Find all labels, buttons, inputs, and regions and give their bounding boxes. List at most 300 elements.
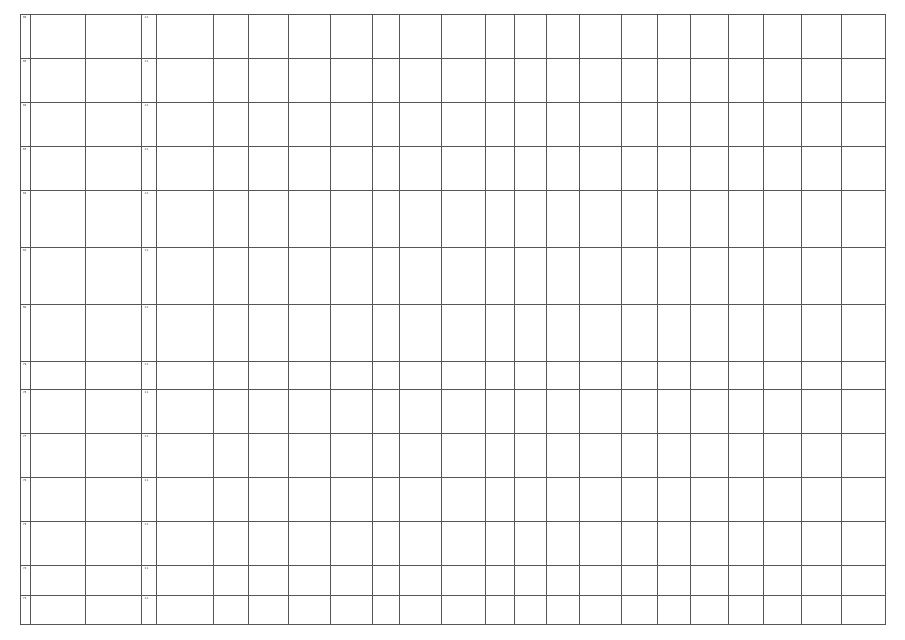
table-cell — [213, 565, 249, 596]
table-cell — [249, 477, 289, 521]
table-cell — [657, 565, 691, 596]
table-cell — [330, 305, 372, 362]
table-cell — [85, 305, 142, 362]
table-cell — [213, 58, 249, 102]
table-cell — [400, 565, 442, 596]
table-cell — [485, 190, 514, 247]
table-cell — [372, 477, 399, 521]
table-cell — [330, 477, 372, 521]
cell-text: 79 — [23, 363, 27, 367]
table-cell — [764, 433, 802, 477]
table-cell — [691, 596, 729, 625]
table-cell — [31, 565, 85, 596]
table-cell — [21, 146, 31, 190]
table-cell — [400, 247, 442, 304]
table-cell — [728, 58, 764, 102]
table-cell — [764, 521, 802, 565]
table-cell — [441, 521, 485, 565]
table-cell — [657, 362, 691, 390]
table-cell — [249, 15, 289, 59]
table-cell — [330, 102, 372, 146]
table-cell — [691, 58, 729, 102]
table-cell — [802, 58, 842, 102]
table-cell — [213, 102, 249, 146]
table-cell — [441, 433, 485, 477]
table-cell — [21, 389, 31, 433]
table-cell — [142, 190, 157, 247]
table-cell — [142, 521, 157, 565]
table-cell — [289, 433, 331, 477]
table-cell — [485, 521, 514, 565]
table-cell — [21, 521, 31, 565]
table-cell — [21, 58, 31, 102]
table-cell — [728, 305, 764, 362]
table-cell — [580, 362, 622, 390]
table-cell — [21, 433, 31, 477]
cell-text: 1:1 — [144, 597, 149, 601]
table-cell — [157, 190, 214, 247]
table-cell — [249, 102, 289, 146]
table-cell — [330, 389, 372, 433]
table-cell — [330, 596, 372, 625]
table-cell — [580, 190, 622, 247]
table-cell — [213, 190, 249, 247]
table-cell — [691, 15, 729, 59]
table-cell — [330, 247, 372, 304]
table-cell — [802, 102, 842, 146]
table-cell — [330, 15, 372, 59]
table-cell — [580, 146, 622, 190]
table-cell — [802, 146, 842, 190]
cell-text: 1:1 — [144, 16, 149, 19]
table-cell — [289, 58, 331, 102]
table-cell — [841, 146, 885, 190]
table-row — [21, 146, 886, 190]
table-cell — [289, 521, 331, 565]
table-cell — [31, 305, 85, 362]
table-cell — [142, 102, 157, 146]
table-cell — [580, 433, 622, 477]
table-cell — [580, 247, 622, 304]
table-cell — [289, 362, 331, 390]
table-cell — [691, 102, 729, 146]
table-cell — [400, 477, 442, 521]
table-cell — [841, 190, 885, 247]
table-cell — [330, 362, 372, 390]
table-cell — [85, 565, 142, 596]
document-page — [20, 14, 886, 625]
table-cell — [289, 596, 331, 625]
table-cell — [400, 190, 442, 247]
table-cell — [21, 15, 31, 59]
table-row — [21, 565, 886, 596]
table-row — [21, 190, 886, 247]
table-cell — [764, 596, 802, 625]
cell-text: 1:1 — [144, 434, 149, 438]
table-cell — [289, 15, 331, 59]
cell-text: 1:1 — [144, 248, 149, 252]
table-cell — [85, 102, 142, 146]
table-cell — [580, 596, 622, 625]
cell-text: 81 — [23, 248, 27, 252]
cell-text: 1:1 — [144, 522, 149, 526]
table-cell — [213, 15, 249, 59]
table-cell — [213, 247, 249, 304]
table-cell — [213, 433, 249, 477]
table-body — [21, 15, 886, 625]
table-cell — [728, 102, 764, 146]
cell-text: 73 — [23, 597, 27, 601]
table-cell — [289, 247, 331, 304]
table-cell — [330, 521, 372, 565]
table-cell — [841, 477, 885, 521]
table-cell — [157, 362, 214, 390]
table-cell — [485, 247, 514, 304]
table-cell — [728, 565, 764, 596]
table-cell — [372, 433, 399, 477]
table-cell — [841, 305, 885, 362]
cell-text: 1:1 — [144, 566, 149, 570]
table-cell — [580, 58, 622, 102]
table-cell — [85, 521, 142, 565]
table-cell — [621, 521, 657, 565]
table-cell — [441, 305, 485, 362]
cell-text: 84 — [23, 103, 27, 107]
table-cell — [441, 389, 485, 433]
table-cell — [441, 102, 485, 146]
table-cell — [841, 58, 885, 102]
table-cell — [621, 190, 657, 247]
cell-text: 80 — [23, 306, 27, 310]
table-cell — [85, 146, 142, 190]
table-cell — [657, 477, 691, 521]
table-cell — [31, 362, 85, 390]
table-row — [21, 389, 886, 433]
table-cell — [728, 389, 764, 433]
table-cell — [621, 247, 657, 304]
table-cell — [657, 596, 691, 625]
table-cell — [657, 146, 691, 190]
table-cell — [85, 190, 142, 247]
table-cell — [841, 362, 885, 390]
cell-text: 86 — [23, 16, 27, 19]
cell-text: 77 — [23, 434, 27, 438]
table-cell — [728, 362, 764, 390]
table-cell — [157, 521, 214, 565]
table-cell — [157, 477, 214, 521]
table-cell — [85, 477, 142, 521]
table-cell — [21, 305, 31, 362]
table-cell — [691, 190, 729, 247]
table-cell — [802, 433, 842, 477]
table-cell — [441, 15, 485, 59]
table-cell — [515, 521, 546, 565]
table-cell — [515, 15, 546, 59]
table-cell — [485, 305, 514, 362]
table-cell — [515, 565, 546, 596]
cell-text: 1:1 — [144, 103, 149, 107]
table-cell — [157, 565, 214, 596]
cell-text: 1:1 — [144, 363, 149, 367]
table-cell — [485, 102, 514, 146]
table-cell — [441, 477, 485, 521]
table-cell — [372, 247, 399, 304]
table-cell — [31, 477, 85, 521]
table-cell — [802, 247, 842, 304]
table-cell — [31, 389, 85, 433]
table-cell — [21, 362, 31, 390]
table-cell — [85, 362, 142, 390]
cell-text: 74 — [23, 566, 27, 570]
table-cell — [441, 190, 485, 247]
table-cell — [21, 477, 31, 521]
data-table — [20, 14, 886, 625]
table-cell — [485, 362, 514, 390]
table-cell — [213, 596, 249, 625]
table-cell — [142, 477, 157, 521]
table-cell — [485, 433, 514, 477]
table-cell — [400, 305, 442, 362]
table-cell — [621, 433, 657, 477]
table-cell — [372, 521, 399, 565]
table-cell — [728, 15, 764, 59]
table-cell — [441, 596, 485, 625]
table-cell — [372, 15, 399, 59]
cell-text: 75 — [23, 522, 27, 526]
table-cell — [249, 146, 289, 190]
table-cell — [728, 146, 764, 190]
table-cell — [764, 102, 802, 146]
table-cell — [841, 433, 885, 477]
table-cell — [802, 565, 842, 596]
cell-text: 1:1 — [144, 191, 149, 195]
table-cell — [21, 247, 31, 304]
table-cell — [372, 146, 399, 190]
table-cell — [764, 477, 802, 521]
table-cell — [515, 146, 546, 190]
table-cell — [441, 58, 485, 102]
table-cell — [841, 389, 885, 433]
table-cell — [372, 565, 399, 596]
table-cell — [441, 362, 485, 390]
table-cell — [372, 362, 399, 390]
table-cell — [441, 247, 485, 304]
table-cell — [372, 58, 399, 102]
table-cell — [841, 521, 885, 565]
table-cell — [802, 305, 842, 362]
table-cell — [802, 389, 842, 433]
table-cell — [289, 190, 331, 247]
table-cell — [249, 521, 289, 565]
table-row — [21, 247, 886, 304]
table-cell — [142, 58, 157, 102]
table-cell — [249, 58, 289, 102]
table-cell — [515, 190, 546, 247]
table-cell — [85, 15, 142, 59]
table-cell — [157, 146, 214, 190]
table-cell — [31, 433, 85, 477]
table-cell — [213, 146, 249, 190]
table-cell — [400, 433, 442, 477]
table-cell — [657, 305, 691, 362]
table-cell — [400, 146, 442, 190]
table-cell — [142, 146, 157, 190]
table-cell — [249, 389, 289, 433]
table-cell — [841, 596, 885, 625]
table-cell — [142, 15, 157, 59]
table-cell — [85, 58, 142, 102]
table-cell — [546, 305, 580, 362]
cell-text: 83 — [23, 147, 27, 151]
table-cell — [289, 477, 331, 521]
table-row — [21, 433, 886, 477]
table-cell — [621, 146, 657, 190]
table-row — [21, 362, 886, 390]
table-cell — [289, 389, 331, 433]
table-cell — [21, 596, 31, 625]
table-cell — [621, 58, 657, 102]
table-cell — [213, 362, 249, 390]
table-cell — [580, 305, 622, 362]
table-cell — [764, 146, 802, 190]
table-cell — [764, 389, 802, 433]
table-cell — [157, 305, 214, 362]
table-cell — [621, 565, 657, 596]
table-cell — [546, 433, 580, 477]
table-cell — [213, 477, 249, 521]
table-cell — [515, 433, 546, 477]
table-cell — [400, 521, 442, 565]
table-cell — [657, 521, 691, 565]
table-cell — [249, 596, 289, 625]
table-cell — [441, 146, 485, 190]
table-cell — [289, 305, 331, 362]
table-cell — [157, 15, 214, 59]
table-cell — [249, 565, 289, 596]
table-cell — [441, 565, 485, 596]
table-cell — [802, 15, 842, 59]
table-cell — [764, 247, 802, 304]
table-cell — [515, 389, 546, 433]
table-cell — [400, 362, 442, 390]
table-row — [21, 58, 886, 102]
table-cell — [31, 58, 85, 102]
table-cell — [485, 58, 514, 102]
table-cell — [330, 58, 372, 102]
table-cell — [157, 247, 214, 304]
table-cell — [485, 389, 514, 433]
table-cell — [31, 596, 85, 625]
table-row — [21, 477, 886, 521]
table-cell — [515, 362, 546, 390]
table-cell — [691, 565, 729, 596]
table-cell — [691, 389, 729, 433]
table-cell — [802, 362, 842, 390]
table-cell — [546, 15, 580, 59]
table-cell — [621, 596, 657, 625]
table-cell — [157, 596, 214, 625]
table-cell — [515, 596, 546, 625]
table-cell — [21, 565, 31, 596]
table-cell — [580, 389, 622, 433]
table-cell — [157, 102, 214, 146]
table-cell — [841, 247, 885, 304]
table-cell — [657, 433, 691, 477]
table-cell — [764, 305, 802, 362]
table-cell — [157, 433, 214, 477]
table-cell — [485, 477, 514, 521]
table-cell — [764, 362, 802, 390]
table-cell — [621, 305, 657, 362]
table-cell — [372, 596, 399, 625]
table-cell — [728, 477, 764, 521]
table-cell — [621, 102, 657, 146]
table-cell — [142, 433, 157, 477]
table-cell — [485, 15, 514, 59]
table-cell — [515, 247, 546, 304]
table-cell — [764, 15, 802, 59]
table-cell — [400, 596, 442, 625]
table-cell — [546, 362, 580, 390]
table-cell — [657, 102, 691, 146]
table-cell — [546, 247, 580, 304]
cell-text: 1:1 — [144, 59, 149, 63]
table-cell — [249, 247, 289, 304]
cell-text: 1:1 — [144, 390, 149, 394]
table-cell — [289, 565, 331, 596]
table-cell — [728, 596, 764, 625]
table-cell — [85, 433, 142, 477]
table-cell — [546, 596, 580, 625]
table-cell — [580, 521, 622, 565]
table-cell — [764, 58, 802, 102]
table-cell — [85, 389, 142, 433]
table-cell — [400, 389, 442, 433]
table-cell — [400, 58, 442, 102]
table-cell — [485, 565, 514, 596]
table-cell — [372, 305, 399, 362]
table-cell — [691, 433, 729, 477]
table-cell — [657, 389, 691, 433]
table-cell — [764, 190, 802, 247]
table-cell — [802, 596, 842, 625]
cell-text: 1:1 — [144, 306, 149, 310]
table-cell — [372, 102, 399, 146]
table-cell — [31, 102, 85, 146]
table-cell — [841, 102, 885, 146]
table-cell — [621, 15, 657, 59]
table-cell — [691, 477, 729, 521]
table-cell — [213, 389, 249, 433]
table-cell — [31, 146, 85, 190]
table-cell — [841, 565, 885, 596]
table-cell — [515, 58, 546, 102]
table-cell — [330, 433, 372, 477]
table-cell — [657, 15, 691, 59]
table-cell — [728, 190, 764, 247]
table-cell — [691, 146, 729, 190]
table-cell — [657, 58, 691, 102]
table-cell — [485, 146, 514, 190]
cell-text: 78 — [23, 390, 27, 394]
table-cell — [691, 521, 729, 565]
table-cell — [142, 362, 157, 390]
table-cell — [142, 247, 157, 304]
table-cell — [330, 190, 372, 247]
table-cell — [657, 247, 691, 304]
table-cell — [85, 596, 142, 625]
table-cell — [580, 102, 622, 146]
